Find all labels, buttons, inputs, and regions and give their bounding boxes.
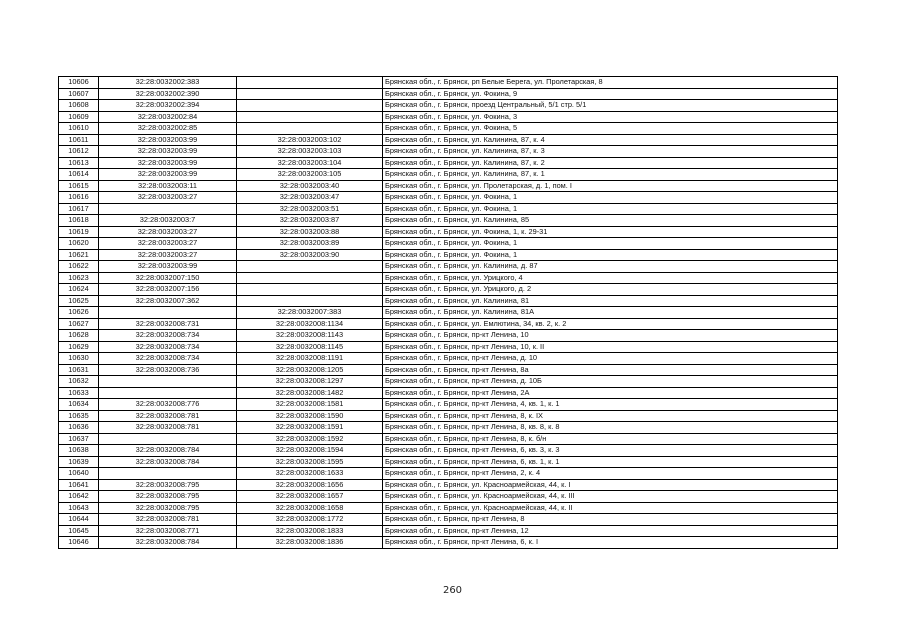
land-cadastral-number-cell: 32:28:0032003:99 [99,169,237,181]
land-cadastral-number-cell: 32:28:0032008:776 [99,399,237,411]
address-cell: Брянская обл., г. Брянск, ул. Калинина, 85 [383,215,838,227]
land-cadastral-number-cell: 32:28:0032008:784 [99,445,237,457]
page-number: 260 [442,585,463,596]
address-cell: Брянская обл., г. Брянск, ул. Фокина, 1 [383,238,838,250]
row-number-cell: 10617 [59,203,99,215]
table-row [59,261,838,273]
building-cadastral-number-cell: 32:28:0032008:1191 [237,353,383,365]
land-cadastral-number-cell: 32:28:0032008:731 [99,318,237,330]
building-cadastral-number-cell: 32:28:0032003:105 [237,169,383,181]
address-cell: Брянская обл., г. Брянск, ул. Урицкого, 4 [383,272,838,284]
address-cell: Брянская обл., г. Брянск, пр-кт Ленина, 4, кв. 1, к. 1 [383,399,838,411]
row-number-cell: 10646 [59,537,99,549]
building-cadastral-number-cell: 32:28:0032007:383 [237,307,383,319]
building-cadastral-number-cell: 32:28:0032003:87 [237,215,383,227]
building-cadastral-number-cell: 32:28:0032008:1591 [237,422,383,434]
row-number-cell: 10631 [59,364,99,376]
address-cell: Брянская обл., г. Брянск, ул. Красноармейская, 44, к. II [383,502,838,514]
row-number-cell: 10612 [59,146,99,158]
table-row [59,387,838,399]
land-cadastral-number-cell: 32:28:0032003:99 [99,134,237,146]
address-cell: Брянская обл., г. Брянск, ул. Калинина, 81А [383,307,838,319]
address-cell: Брянская обл., г. Брянск, ул. Фокина, 9 [383,88,838,100]
row-number-cell: 10626 [59,307,99,319]
table-row [59,502,838,514]
land-cadastral-number-cell: 32:28:0032002:84 [99,111,237,123]
row-number-cell: 10620 [59,238,99,250]
building-cadastral-number-cell: 32:28:0032008:1205 [237,364,383,376]
building-cadastral-number-cell: 32:28:0032003:47 [237,192,383,204]
address-cell: Брянская обл., г. Брянск, ул. Калинина, 87, к. 3 [383,146,838,158]
table-row [59,537,838,549]
address-cell: Брянская обл., г. Брянск, пр-кт Ленина, 2, к. 4 [383,468,838,480]
table-row [59,376,838,388]
row-number-cell: 10632 [59,376,99,388]
table-row [59,364,838,376]
table-row [59,514,838,526]
table-row [59,238,838,250]
land-cadastral-number-cell: 32:28:0032008:781 [99,514,237,526]
building-cadastral-number-cell [237,77,383,89]
building-cadastral-number-cell [237,272,383,284]
row-number-cell: 10638 [59,445,99,457]
table-row [59,491,838,503]
row-number-cell: 10642 [59,491,99,503]
table-row [59,410,838,422]
building-cadastral-number-cell: 32:28:0032008:1658 [237,502,383,514]
row-number-cell: 10633 [59,387,99,399]
row-number-cell: 10622 [59,261,99,273]
address-cell: Брянская обл., г. Брянск, ул. Калинина, д. 87 [383,261,838,273]
table-row [59,134,838,146]
address-cell: Брянская обл., г. Брянск, ул. Красноармейская, 44, к. III [383,491,838,503]
address-cell: Брянская обл., г. Брянск, пр-кт Ленина, 6, к. I [383,537,838,549]
table-row [59,88,838,100]
address-cell: Брянская обл., г. Брянск, пр-кт Ленина, 8а [383,364,838,376]
land-cadastral-number-cell: 32:28:0032003:11 [99,180,237,192]
table-row [59,249,838,261]
row-number-cell: 10616 [59,192,99,204]
row-number-cell: 10629 [59,341,99,353]
land-cadastral-number-cell: 32:28:0032008:795 [99,479,237,491]
table-row [59,468,838,480]
row-number-cell: 10619 [59,226,99,238]
land-cadastral-number-cell [99,376,237,388]
row-number-cell: 10640 [59,468,99,480]
address-cell: Брянская обл., г. Брянск, ул. Фокина, 1 [383,249,838,261]
row-number-cell: 10625 [59,295,99,307]
address-cell: Брянская обл., г. Брянск, ул. Фокина, 1 [383,192,838,204]
table-row [59,215,838,227]
row-number-cell: 10644 [59,514,99,526]
address-cell: Брянская обл., г. Брянск, пр-кт Ленина, 12 [383,525,838,537]
building-cadastral-number-cell: 32:28:0032008:1590 [237,410,383,422]
address-cell: Брянская обл., г. Брянск, ул. Фокина, 5 [383,123,838,135]
row-number-cell: 10609 [59,111,99,123]
row-number-cell: 10636 [59,422,99,434]
building-cadastral-number-cell [237,295,383,307]
address-cell: Брянская обл., г. Брянск, ул. Фокина, 1, к. 29-31 [383,226,838,238]
address-cell: Брянская обл., г. Брянск, пр-кт Ленина, 2А [383,387,838,399]
building-cadastral-number-cell [237,123,383,135]
building-cadastral-number-cell: 32:28:0032008:1592 [237,433,383,445]
table-row [59,272,838,284]
land-cadastral-number-cell: 32:28:0032008:795 [99,491,237,503]
land-cadastral-number-cell: 32:28:0032008:734 [99,353,237,365]
land-cadastral-number-cell: 32:28:0032008:795 [99,502,237,514]
land-cadastral-number-cell [99,387,237,399]
table-row [59,479,838,491]
table-row [59,100,838,112]
address-cell: Брянская обл., г. Брянск, ул. Красноармейская, 44, к. I [383,479,838,491]
address-cell: Брянская обл., г. Брянск, пр-кт Ленина, 8, кв. 8, к. 8 [383,422,838,434]
address-cell: Брянская обл., г. Брянск, ул. Пролетарская, д. 1, пом. I [383,180,838,192]
table-row [59,192,838,204]
building-cadastral-number-cell: 32:28:0032003:88 [237,226,383,238]
building-cadastral-number-cell: 32:28:0032003:89 [237,238,383,250]
table-row [59,169,838,181]
row-number-cell: 10623 [59,272,99,284]
address-cell: Брянская обл., г. Брянск, пр-кт Ленина, 6, кв. 1, к. 1 [383,456,838,468]
row-number-cell: 10618 [59,215,99,227]
row-number-cell: 10624 [59,284,99,296]
property-register-table [58,76,838,549]
building-cadastral-number-cell [237,111,383,123]
building-cadastral-number-cell: 32:28:0032008:1772 [237,514,383,526]
land-cadastral-number-cell: 32:28:0032007:156 [99,284,237,296]
table-row [59,157,838,169]
address-cell: Брянская обл., г. Брянск, рп Белые Берега, ул. Пролетарская, 8 [383,77,838,89]
address-cell: Брянская обл., г. Брянск, ул. Фокина, 1 [383,203,838,215]
land-cadastral-number-cell: 32:28:0032002:383 [99,77,237,89]
table-row [59,422,838,434]
address-cell: Брянская обл., г. Брянск, пр-кт Ленина, д. 10 [383,353,838,365]
row-number-cell: 10606 [59,77,99,89]
building-cadastral-number-cell: 32:28:0032003:102 [237,134,383,146]
address-cell: Брянская обл., г. Брянск, ул. Калинина, 87, к. 2 [383,157,838,169]
land-cadastral-number-cell: 32:28:0032007:150 [99,272,237,284]
table-row [59,111,838,123]
building-cadastral-number-cell: 32:28:0032008:1145 [237,341,383,353]
table-row [59,295,838,307]
row-number-cell: 10610 [59,123,99,135]
table-row [59,307,838,319]
row-number-cell: 10635 [59,410,99,422]
table-row [59,226,838,238]
land-cadastral-number-cell: 32:28:0032008:781 [99,410,237,422]
building-cadastral-number-cell: 32:28:0032008:1134 [237,318,383,330]
row-number-cell: 10641 [59,479,99,491]
address-cell: Брянская обл., г. Брянск, пр-кт Ленина, 8 [383,514,838,526]
table-row [59,330,838,342]
row-number-cell: 10637 [59,433,99,445]
address-cell: Брянская обл., г. Брянск, пр-кт Ленина, 8, к. б/н [383,433,838,445]
land-cadastral-number-cell: 32:28:0032008:784 [99,456,237,468]
building-cadastral-number-cell: 32:28:0032008:1633 [237,468,383,480]
land-cadastral-number-cell [99,468,237,480]
table-row [59,180,838,192]
building-cadastral-number-cell: 32:28:0032008:1297 [237,376,383,388]
land-cadastral-number-cell [99,203,237,215]
land-cadastral-number-cell: 32:28:0032008:781 [99,422,237,434]
land-cadastral-number-cell [99,433,237,445]
land-cadastral-number-cell: 32:28:0032002:394 [99,100,237,112]
address-cell: Брянская обл., г. Брянск, пр-кт Ленина, 10, к. II [383,341,838,353]
address-cell: Брянская обл., г. Брянск, пр-кт Ленина, д. 10Б [383,376,838,388]
table-row [59,203,838,215]
land-cadastral-number-cell: 32:28:0032003:27 [99,249,237,261]
address-cell: Брянская обл., г. Брянск, ул. Калинина, 87, к. 4 [383,134,838,146]
row-number-cell: 10645 [59,525,99,537]
building-cadastral-number-cell [237,261,383,273]
land-cadastral-number-cell: 32:28:0032003:27 [99,226,237,238]
land-cadastral-number-cell: 32:28:0032007:362 [99,295,237,307]
table-row [59,433,838,445]
table-row [59,146,838,158]
row-number-cell: 10608 [59,100,99,112]
row-number-cell: 10627 [59,318,99,330]
row-number-cell: 10643 [59,502,99,514]
table-row [59,123,838,135]
land-cadastral-number-cell: 32:28:0032008:784 [99,537,237,549]
land-cadastral-number-cell: 32:28:0032002:390 [99,88,237,100]
land-cadastral-number-cell: 32:28:0032003:27 [99,192,237,204]
table-row [59,341,838,353]
land-cadastral-number-cell: 32:28:0032008:734 [99,341,237,353]
row-number-cell: 10621 [59,249,99,261]
table-row [59,456,838,468]
table-row [59,284,838,296]
building-cadastral-number-cell: 32:28:0032003:103 [237,146,383,158]
land-cadastral-number-cell: 32:28:0032003:27 [99,238,237,250]
address-cell: Брянская обл., г. Брянск, ул. Емлютина, 34, кв. 2, к. 2 [383,318,838,330]
building-cadastral-number-cell: 32:28:0032008:1581 [237,399,383,411]
land-cadastral-number-cell [99,307,237,319]
building-cadastral-number-cell: 32:28:0032008:1595 [237,456,383,468]
row-number-cell: 10614 [59,169,99,181]
building-cadastral-number-cell [237,284,383,296]
building-cadastral-number-cell: 32:28:0032008:1836 [237,537,383,549]
row-number-cell: 10611 [59,134,99,146]
building-cadastral-number-cell: 32:28:0032003:51 [237,203,383,215]
building-cadastral-number-cell: 32:28:0032003:40 [237,180,383,192]
land-cadastral-number-cell: 32:28:0032003:99 [99,157,237,169]
address-cell: Брянская обл., г. Брянск, ул. Калинина, 81 [383,295,838,307]
building-cadastral-number-cell: 32:28:0032003:104 [237,157,383,169]
land-cadastral-number-cell: 32:28:0032003:7 [99,215,237,227]
table-row [59,318,838,330]
land-cadastral-number-cell: 32:28:0032003:99 [99,261,237,273]
building-cadastral-number-cell [237,100,383,112]
row-number-cell: 10630 [59,353,99,365]
table-body [59,77,838,549]
building-cadastral-number-cell [237,88,383,100]
building-cadastral-number-cell: 32:28:0032008:1833 [237,525,383,537]
row-number-cell: 10613 [59,157,99,169]
table-row [59,353,838,365]
table-row [59,445,838,457]
address-cell: Брянская обл., г. Брянск, ул. Урицкого, д. 2 [383,284,838,296]
building-cadastral-number-cell: 32:28:0032008:1657 [237,491,383,503]
land-cadastral-number-cell: 32:28:0032008:771 [99,525,237,537]
building-cadastral-number-cell: 32:28:0032008:1143 [237,330,383,342]
land-cadastral-number-cell: 32:28:0032002:85 [99,123,237,135]
row-number-cell: 10639 [59,456,99,468]
table-row [59,77,838,89]
table-row [59,525,838,537]
address-cell: Брянская обл., г. Брянск, проезд Центральный, 5/1 стр. 5/1 [383,100,838,112]
building-cadastral-number-cell: 32:28:0032008:1594 [237,445,383,457]
row-number-cell: 10634 [59,399,99,411]
land-cadastral-number-cell: 32:28:0032003:99 [99,146,237,158]
building-cadastral-number-cell: 32:28:0032008:1482 [237,387,383,399]
row-number-cell: 10628 [59,330,99,342]
land-cadastral-number-cell: 32:28:0032008:736 [99,364,237,376]
address-cell: Брянская обл., г. Брянск, пр-кт Ленина, 8, к. IX [383,410,838,422]
building-cadastral-number-cell: 32:28:0032003:90 [237,249,383,261]
address-cell: Брянская обл., г. Брянск, ул. Калинина, 87, к. 1 [383,169,838,181]
address-cell: Брянская обл., г. Брянск, пр-кт Ленина, 6, кв. 3, к. 3 [383,445,838,457]
row-number-cell: 10607 [59,88,99,100]
building-cadastral-number-cell: 32:28:0032008:1656 [237,479,383,491]
row-number-cell: 10615 [59,180,99,192]
table-row [59,399,838,411]
land-cadastral-number-cell: 32:28:0032008:734 [99,330,237,342]
address-cell: Брянская обл., г. Брянск, пр-кт Ленина, 10 [383,330,838,342]
address-cell: Брянская обл., г. Брянск, ул. Фокина, 3 [383,111,838,123]
